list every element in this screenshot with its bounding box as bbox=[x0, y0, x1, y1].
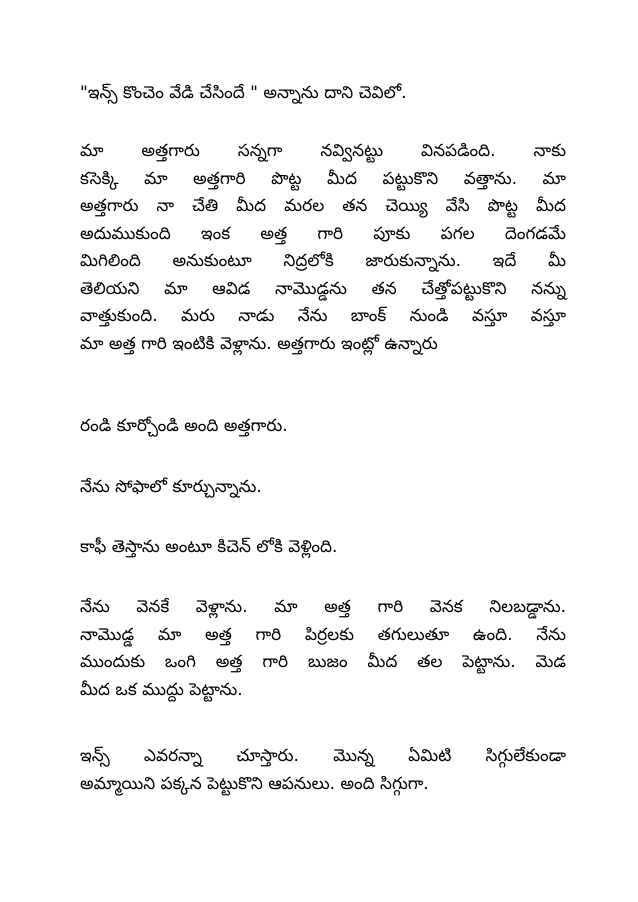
text-line: అదుముకుంది ఇంక అత్త గారి పూకు పగల దెంగడమే bbox=[80, 223, 566, 244]
text-line: రండి కూర్చోండి అంది అత్తగారు. bbox=[80, 416, 288, 436]
text-line: కసెక్కి మా అత్తగారి పొట్ట మీద పట్టుకొని వత్తాను. మా bbox=[80, 168, 566, 189]
paragraph-5 bbox=[80, 534, 570, 562]
text-line: తెలియని మా ఆవిడ నామొడ్డను తన చేత్తోపట్టుకొని నన్ను bbox=[80, 278, 566, 299]
text-line: మీద ఒక ముద్దు పెట్టాను. bbox=[80, 679, 243, 700]
paragraph-6 bbox=[80, 594, 570, 704]
text-line: అత్తగారు నా చేతి మీద మరల తన చెయ్యి వేసి పొట్ట మీద bbox=[80, 196, 566, 216]
text-line: కాఫీ తెస్తాను అంటూ కిచెన్ లోకి వెళ్లింది. bbox=[80, 537, 338, 557]
paragraph-2 bbox=[80, 138, 570, 358]
text-line: నేను వెనకే వెళ్లాను. మా అత్త గారి వెనక నిలబడ్డాను. bbox=[80, 597, 566, 617]
text-line: నామొడ్డ మా అత్త గారి పిర్రలకు తగులుతూ ఉంది. నేను bbox=[80, 624, 566, 645]
text-line: "ఇన్స్ కొంచెం వేడి చేసిందే " అన్నాను దాని చెవిలో. bbox=[80, 83, 407, 103]
text-line: మా అత్త గారి ఇంటికి వెళ్లాను. అత్తగారు ఇంట్లో ఉన్నారు bbox=[80, 333, 438, 354]
text-line: మా అత్తగారు సన్నగా నవ్వినట్టు వినపడింది. నాకు bbox=[80, 141, 566, 161]
text-line: వాత్తుకుంది. మరు నాడు నేను బాంక్ నుండి వస్తూ వస్తూ bbox=[80, 306, 566, 326]
text-line: ఇన్స్ ఎవరన్నా చూస్తారు. మొన్న ఏమిటి సిగ్గులేకుండా bbox=[80, 746, 566, 766]
text-line: మిగిలింది అనుకుంటూ నిద్రలోకి జారుకున్నాను. ఇదే మీ bbox=[80, 251, 566, 271]
paragraph-7 bbox=[80, 743, 570, 798]
text-line: నేను సోఫాలో కూర్చున్నాను. bbox=[80, 477, 262, 497]
text-line: ముందుకు ఒంగి అత్త గారి బుజం మీద తల పెట్టాను. మెడ bbox=[80, 652, 566, 672]
paragraph-4 bbox=[80, 474, 570, 502]
paragraph-3 bbox=[80, 413, 570, 441]
text-line: అమ్మాయిని పక్కన పెట్టుకొని ఆపనులు. అంది సిగ్గుగా. bbox=[80, 773, 429, 794]
paragraph-1 bbox=[80, 80, 570, 108]
